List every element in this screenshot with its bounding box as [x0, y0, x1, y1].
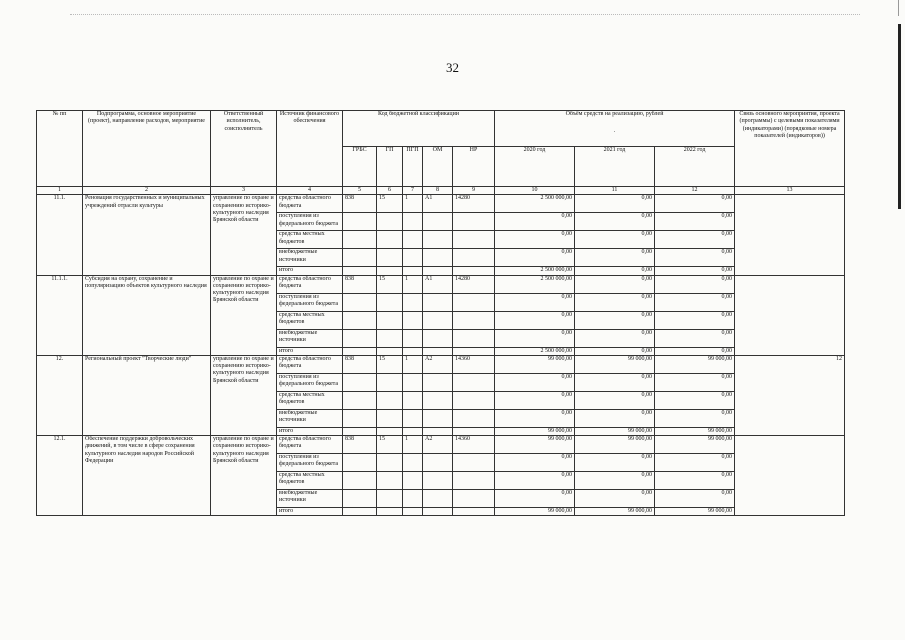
funding-source: средства местных бюджетов — [277, 311, 343, 329]
funding-source: средства местных бюджетов — [277, 472, 343, 490]
code-grbs — [343, 490, 377, 508]
table-row — [37, 436, 845, 454]
header-volume-label: Объём средств на реализацию, рублей — [565, 111, 664, 117]
code-np: 14280 — [453, 275, 495, 293]
code-om — [423, 454, 453, 472]
amount-2022: 99 000,00 — [655, 508, 735, 516]
amount-2021: 0,00 — [575, 275, 655, 293]
amount-2022: 99 000,00 — [655, 436, 735, 454]
amount-2020: 0,00 — [495, 472, 575, 490]
code-np — [453, 373, 495, 391]
code-gp — [377, 329, 403, 347]
amount-2022: 0,00 — [655, 267, 735, 275]
code-np — [453, 490, 495, 508]
code-om — [423, 508, 453, 516]
column-number: 7 — [403, 187, 423, 195]
code-np — [453, 472, 495, 490]
code-grbs: 838 — [343, 436, 377, 454]
code-pgp: 1 — [403, 355, 423, 373]
header-2021: 2021 год — [575, 147, 655, 187]
amount-2020: 0,00 — [495, 231, 575, 249]
amount-2022: 0,00 — [655, 249, 735, 267]
code-pgp — [403, 427, 423, 435]
amount-2022: 99 000,00 — [655, 355, 735, 373]
code-pgp: 1 — [403, 275, 423, 293]
amount-2020: 99 000,00 — [495, 436, 575, 454]
code-gp — [377, 347, 403, 355]
executor: управление по охране и сохранению историко-культурного наследия Брянской области — [211, 355, 277, 435]
header-volume-dot: . — [613, 128, 616, 135]
code-om: А2 — [423, 436, 453, 454]
code-pgp — [403, 472, 423, 490]
column-number: 1 — [37, 187, 83, 195]
code-gp — [377, 427, 403, 435]
amount-2020: 99 000,00 — [495, 508, 575, 516]
header-source: Источник финансового обеспечения — [277, 111, 343, 187]
code-pgp — [403, 508, 423, 516]
amount-2021: 0,00 — [575, 249, 655, 267]
funding-source: поступления из федерального бюджета — [277, 293, 343, 311]
funding-source: поступления из федерального бюджета — [277, 213, 343, 231]
code-gp — [377, 249, 403, 267]
code-om — [423, 329, 453, 347]
code-gp — [377, 213, 403, 231]
code-pgp — [403, 267, 423, 275]
code-grbs — [343, 293, 377, 311]
amount-2020: 2 500 000,00 — [495, 275, 575, 293]
amount-2021: 0,00 — [575, 329, 655, 347]
funding-source: поступления из федерального бюджета — [277, 454, 343, 472]
table-row — [37, 355, 845, 373]
funding-source: средства областного бюджета — [277, 355, 343, 373]
amount-2020: 0,00 — [495, 391, 575, 409]
indicator-link: 12 — [735, 355, 845, 435]
code-grbs — [343, 213, 377, 231]
amount-2020: 0,00 — [495, 454, 575, 472]
amount-2021: 99 000,00 — [575, 427, 655, 435]
code-om — [423, 249, 453, 267]
funding-source: поступления из федерального бюджета — [277, 373, 343, 391]
row-number: 11.1. — [37, 195, 83, 275]
row-number: 11.1.1. — [37, 275, 83, 355]
amount-2021: 0,00 — [575, 311, 655, 329]
amount-2021: 0,00 — [575, 293, 655, 311]
code-np — [453, 347, 495, 355]
amount-2020: 2 500 000,00 — [495, 347, 575, 355]
code-grbs: 838 — [343, 275, 377, 293]
code-gp — [377, 472, 403, 490]
amount-2022: 0,00 — [655, 472, 735, 490]
program-title: Региональный проект "Творческие люди" — [83, 355, 211, 435]
amount-2021: 99 000,00 — [575, 508, 655, 516]
amount-2022: 99 000,00 — [655, 427, 735, 435]
code-np — [453, 454, 495, 472]
code-grbs — [343, 427, 377, 435]
code-gp: 15 — [377, 355, 403, 373]
code-om: А2 — [423, 355, 453, 373]
code-pgp — [403, 329, 423, 347]
column-number: 6 — [377, 187, 403, 195]
program-title: Обеспечение поддержки добровольческих движений, в том числе в сфере сохранения культурного наследия народов Российской Федерации — [83, 436, 211, 516]
column-number: 8 — [423, 187, 453, 195]
header-volume — [495, 111, 735, 147]
code-grbs — [343, 373, 377, 391]
column-number: 12 — [655, 187, 735, 195]
code-grbs — [343, 249, 377, 267]
amount-2021: 0,00 — [575, 267, 655, 275]
scan-artifact-tick — [898, 0, 899, 16]
amount-2020: 0,00 — [495, 311, 575, 329]
column-number: 11 — [575, 187, 655, 195]
code-om: А1 — [423, 275, 453, 293]
code-om — [423, 391, 453, 409]
funding-source: внебюджетные источники — [277, 409, 343, 427]
code-om — [423, 231, 453, 249]
code-pgp — [403, 249, 423, 267]
table-row — [37, 275, 845, 293]
funding-source: итого — [277, 267, 343, 275]
amount-2020: 0,00 — [495, 213, 575, 231]
code-np — [453, 249, 495, 267]
amount-2022: 0,00 — [655, 231, 735, 249]
amount-2020: 2 500 000,00 — [495, 195, 575, 213]
code-gp: 15 — [377, 195, 403, 213]
amount-2022: 0,00 — [655, 213, 735, 231]
header-budget-code: Код бюджетной классификации — [343, 111, 495, 147]
amount-2022: 0,00 — [655, 293, 735, 311]
header-num: № пп — [37, 111, 83, 187]
header-2020: 2020 год — [495, 147, 575, 187]
funding-source: средства местных бюджетов — [277, 231, 343, 249]
header-link: Связь основного мероприятия, проекта (программы) с целевыми показателями (индикаторами) (порядковые номера показателей (индикаторов)) — [735, 111, 845, 187]
indicator-link — [735, 436, 845, 516]
scan-artifact-line — [70, 14, 860, 16]
row-number: 12.1. — [37, 436, 83, 516]
code-pgp — [403, 490, 423, 508]
code-grbs — [343, 454, 377, 472]
code-pgp: 1 — [403, 195, 423, 213]
code-om: А1 — [423, 195, 453, 213]
code-pgp: 1 — [403, 436, 423, 454]
header-np: НР — [453, 147, 495, 187]
code-grbs — [343, 409, 377, 427]
code-om — [423, 472, 453, 490]
amount-2022: 0,00 — [655, 391, 735, 409]
code-np: 14360 — [453, 436, 495, 454]
program-title: Реновация государственных и муниципальных учреждений отрасли культуры — [83, 195, 211, 275]
amount-2020: 99 000,00 — [495, 427, 575, 435]
amount-2020: 99 000,00 — [495, 355, 575, 373]
header-om: ОМ — [423, 147, 453, 187]
amount-2021: 0,00 — [575, 409, 655, 427]
budget-table — [36, 110, 845, 516]
column-number: 5 — [343, 187, 377, 195]
amount-2021: 0,00 — [575, 347, 655, 355]
amount-2021: 0,00 — [575, 454, 655, 472]
funding-source: средства местных бюджетов — [277, 391, 343, 409]
code-np — [453, 391, 495, 409]
header-executor: Ответственный исполнитель, соисполнитель — [211, 111, 277, 187]
code-om — [423, 347, 453, 355]
code-om — [423, 311, 453, 329]
executor: управление по охране и сохранению историко-культурного наследия Брянской области — [211, 275, 277, 355]
code-om — [423, 213, 453, 231]
funding-source: итого — [277, 427, 343, 435]
code-grbs — [343, 311, 377, 329]
code-gp — [377, 508, 403, 516]
amount-2021: 99 000,00 — [575, 355, 655, 373]
amount-2020: 0,00 — [495, 329, 575, 347]
row-number: 12. — [37, 355, 83, 435]
code-grbs — [343, 472, 377, 490]
code-grbs — [343, 329, 377, 347]
header-gp: ГП — [377, 147, 403, 187]
code-om — [423, 267, 453, 275]
indicator-link — [735, 275, 845, 355]
amount-2020: 0,00 — [495, 249, 575, 267]
code-np — [453, 508, 495, 516]
funding-source: внебюджетные источники — [277, 490, 343, 508]
code-gp — [377, 490, 403, 508]
code-pgp — [403, 231, 423, 249]
amount-2020: 0,00 — [495, 293, 575, 311]
funding-source: внебюджетные источники — [277, 329, 343, 347]
funding-source: итого — [277, 347, 343, 355]
code-om — [423, 490, 453, 508]
code-gp — [377, 373, 403, 391]
amount-2021: 0,00 — [575, 373, 655, 391]
code-np — [453, 427, 495, 435]
code-pgp — [403, 409, 423, 427]
amount-2021: 0,00 — [575, 231, 655, 249]
code-grbs: 838 — [343, 195, 377, 213]
amount-2022: 0,00 — [655, 195, 735, 213]
code-om — [423, 427, 453, 435]
code-om — [423, 293, 453, 311]
code-pgp — [403, 213, 423, 231]
executor: управление по охране и сохранению историко-культурного наследия Брянской области — [211, 436, 277, 516]
amount-2022: 0,00 — [655, 409, 735, 427]
amount-2022: 0,00 — [655, 373, 735, 391]
header-program: Подпрограмма, основное мероприятие (проект), направление расходов, мероприятие — [83, 111, 211, 187]
amount-2022: 0,00 — [655, 347, 735, 355]
code-np — [453, 231, 495, 249]
amount-2020: 0,00 — [495, 490, 575, 508]
code-pgp — [403, 373, 423, 391]
indicator-link — [735, 195, 845, 275]
scan-artifact-bar — [898, 24, 901, 209]
amount-2022: 0,00 — [655, 454, 735, 472]
code-np — [453, 311, 495, 329]
code-gp — [377, 267, 403, 275]
page-number: 32 — [446, 60, 459, 75]
code-grbs — [343, 508, 377, 516]
header-2022: 2022 год — [655, 147, 735, 187]
code-gp — [377, 231, 403, 249]
header-grbs: ГРБС — [343, 147, 377, 187]
amount-2022: 0,00 — [655, 311, 735, 329]
code-np — [453, 409, 495, 427]
code-gp — [377, 409, 403, 427]
amount-2021: 0,00 — [575, 391, 655, 409]
code-pgp — [403, 293, 423, 311]
funding-source: средства областного бюджета — [277, 275, 343, 293]
amount-2021: 0,00 — [575, 472, 655, 490]
column-number-row — [37, 187, 845, 195]
code-np: 14280 — [453, 195, 495, 213]
amount-2022: 0,00 — [655, 329, 735, 347]
amount-2020: 0,00 — [495, 409, 575, 427]
header-pgp: ПГП — [403, 147, 423, 187]
amount-2020: 2 500 000,00 — [495, 267, 575, 275]
amount-2022: 0,00 — [655, 275, 735, 293]
amount-2020: 0,00 — [495, 373, 575, 391]
amount-2021: 0,00 — [575, 213, 655, 231]
program-title: Субсидия на охрану, сохранение и популяризацию объектов культурного наследия — [83, 275, 211, 355]
funding-source: итого — [277, 508, 343, 516]
code-gp — [377, 391, 403, 409]
code-np: 14360 — [453, 355, 495, 373]
code-om — [423, 373, 453, 391]
column-number: 13 — [735, 187, 845, 195]
code-gp: 15 — [377, 436, 403, 454]
code-np — [453, 213, 495, 231]
code-om — [423, 409, 453, 427]
code-grbs: 838 — [343, 355, 377, 373]
executor: управление по охране и сохранению историко-культурного наследия Брянской области — [211, 195, 277, 275]
code-gp — [377, 454, 403, 472]
column-number: 4 — [277, 187, 343, 195]
column-number: 9 — [453, 187, 495, 195]
code-gp — [377, 293, 403, 311]
code-grbs — [343, 391, 377, 409]
code-np — [453, 293, 495, 311]
code-grbs — [343, 231, 377, 249]
column-number: 3 — [211, 187, 277, 195]
column-number: 10 — [495, 187, 575, 195]
code-grbs — [343, 267, 377, 275]
funding-source: внебюджетные источники — [277, 249, 343, 267]
column-number: 2 — [83, 187, 211, 195]
code-gp — [377, 311, 403, 329]
code-np — [453, 329, 495, 347]
amount-2021: 99 000,00 — [575, 436, 655, 454]
code-np — [453, 267, 495, 275]
code-pgp — [403, 311, 423, 329]
code-pgp — [403, 391, 423, 409]
table-row — [37, 195, 845, 213]
code-pgp — [403, 454, 423, 472]
code-pgp — [403, 347, 423, 355]
amount-2021: 0,00 — [575, 490, 655, 508]
funding-source: средства областного бюджета — [277, 195, 343, 213]
amount-2021: 0,00 — [575, 195, 655, 213]
funding-source: средства областного бюджета — [277, 436, 343, 454]
code-gp: 15 — [377, 275, 403, 293]
code-grbs — [343, 347, 377, 355]
amount-2022: 0,00 — [655, 490, 735, 508]
